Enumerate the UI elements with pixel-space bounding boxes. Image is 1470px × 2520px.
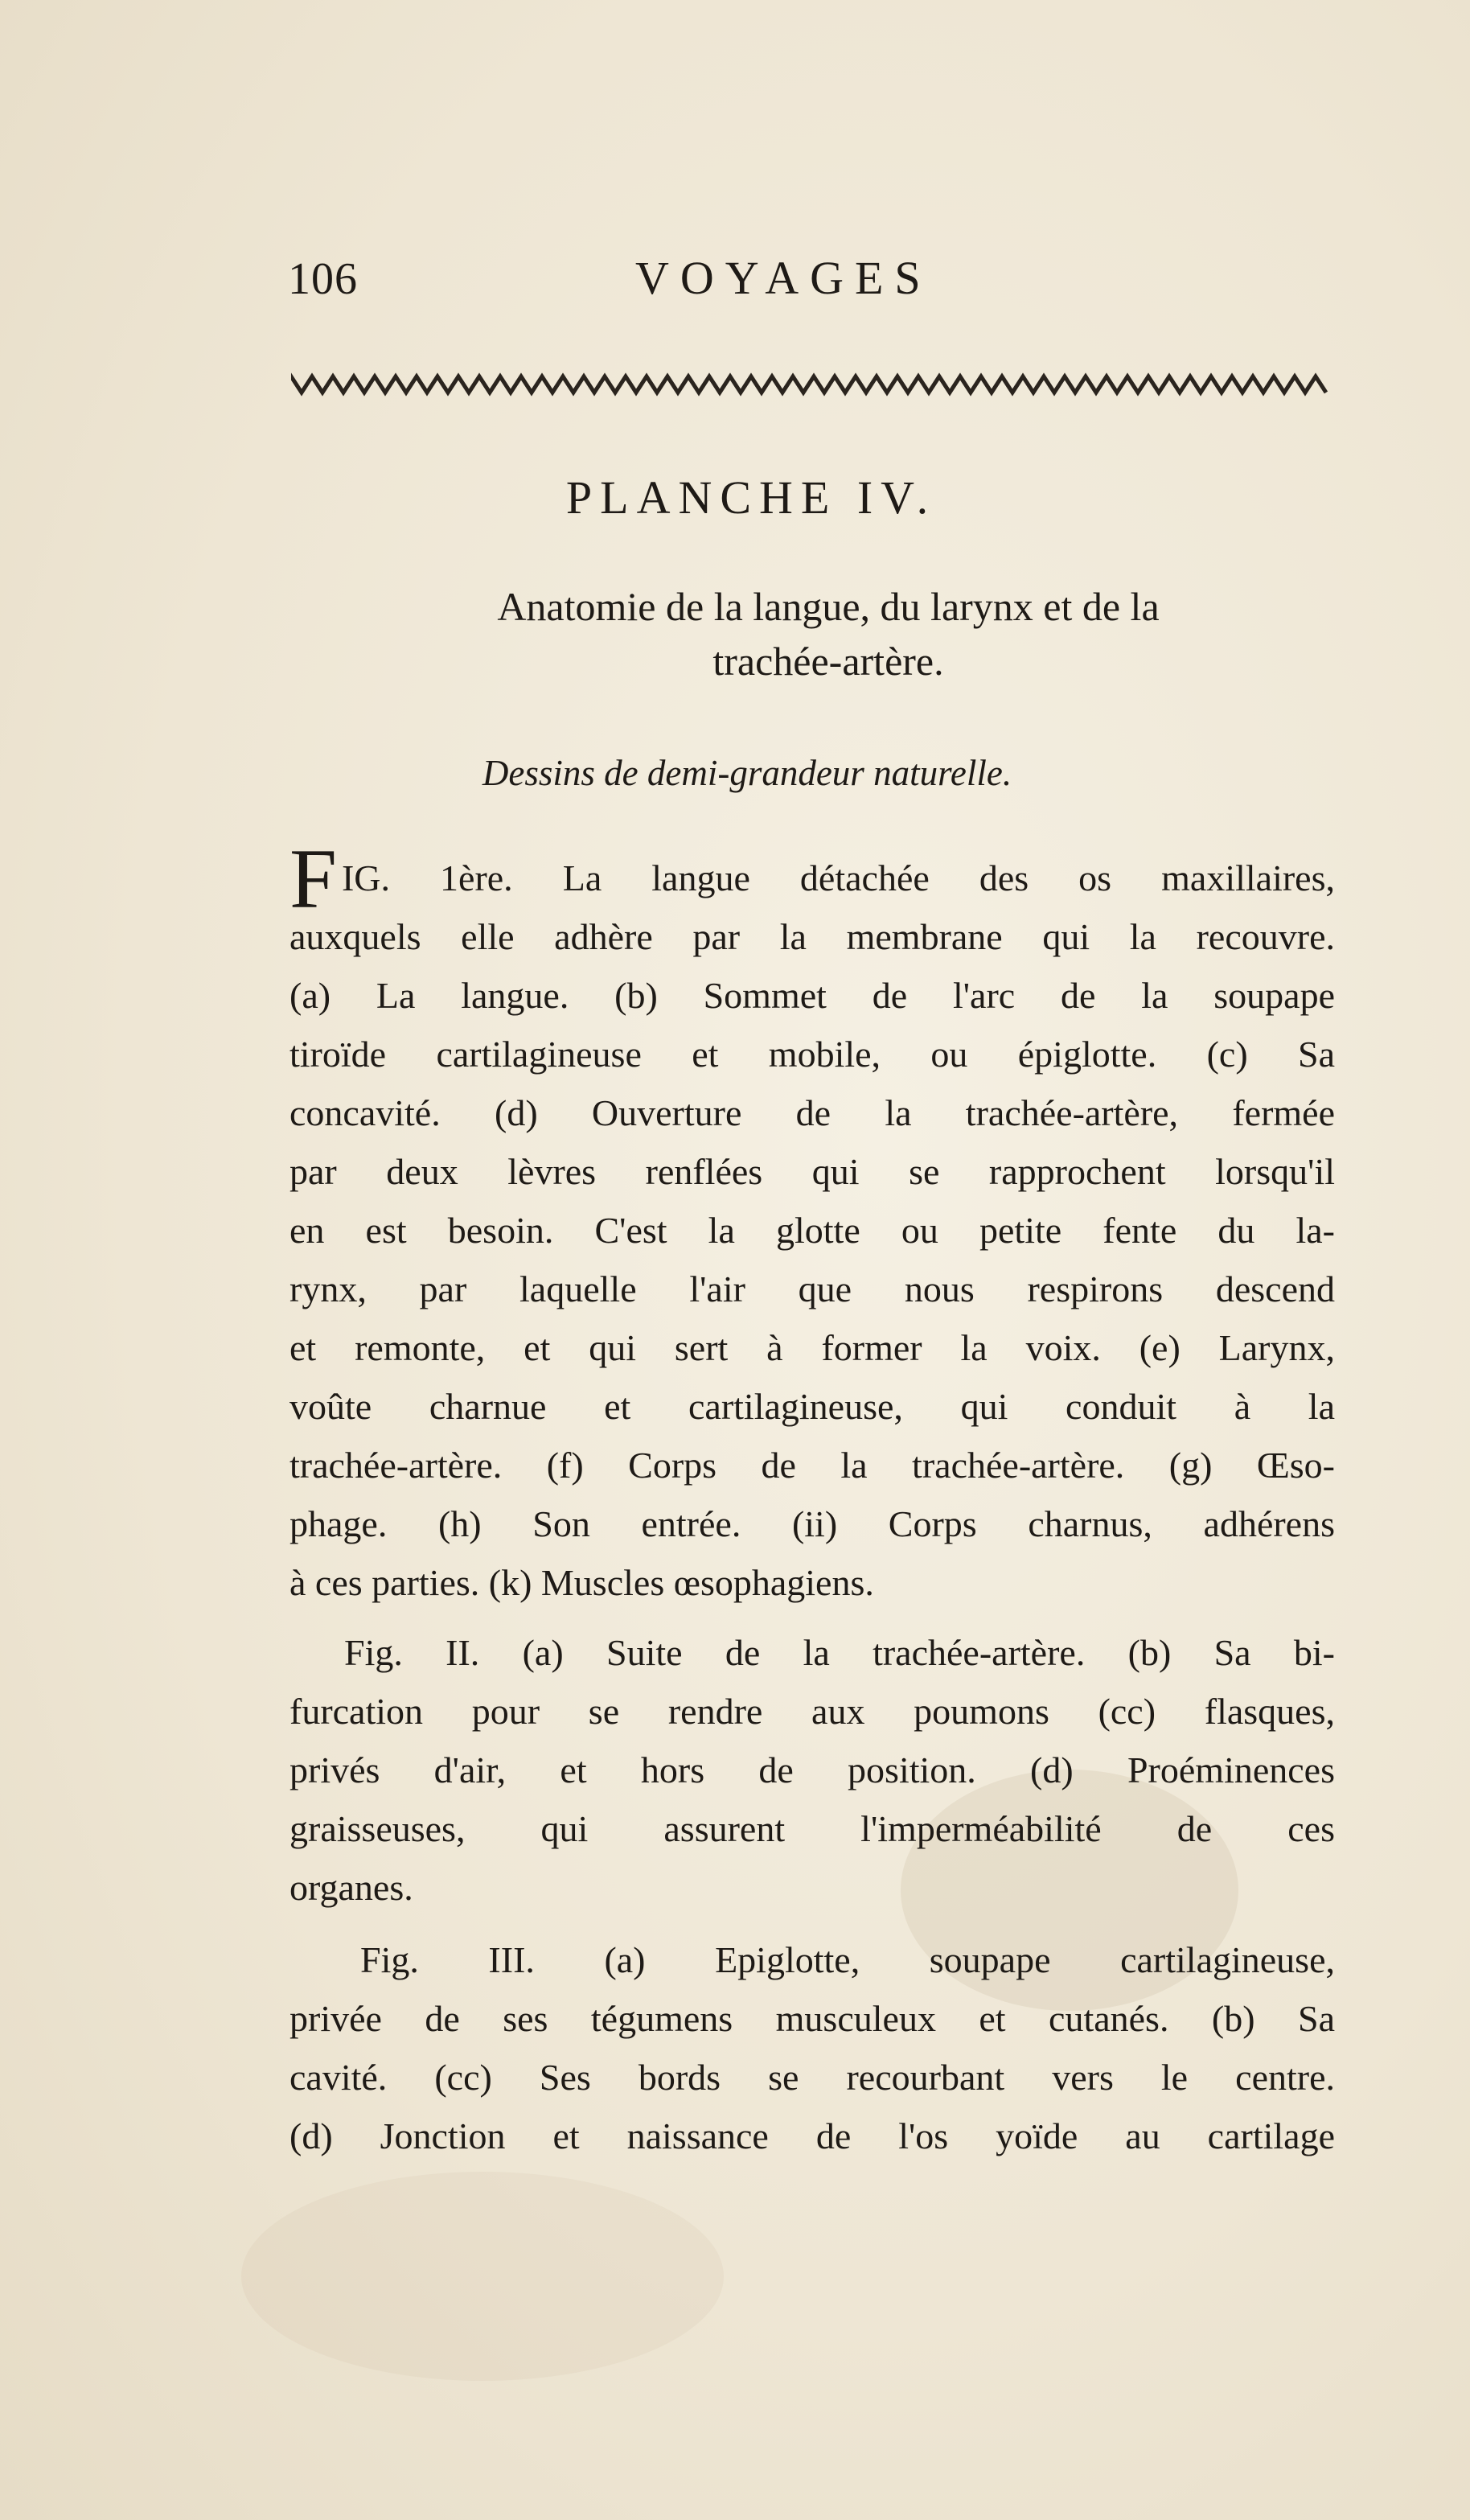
text-line: privés d'air, et hors de position. (d) Proéminences xyxy=(289,1749,1335,1790)
subject-line: trachée-artère. xyxy=(712,639,944,684)
text-line: phage. (h) Son entrée. (ii) Corps charnus, adhérens xyxy=(289,1503,1335,1544)
text-line: par deux lèvres renflées qui se rapprochent lorsqu'il xyxy=(289,1151,1335,1192)
fig-3-paragraph xyxy=(289,1930,1335,2165)
fig-1-paragraph xyxy=(289,832,1335,1612)
text-line: Fig. II. (a) Suite de la trachée-artère. (b) Sa bi- xyxy=(344,1632,1335,1673)
text-line: IG. 1ère. La langue détachée des os maxillaires, xyxy=(341,857,1335,898)
text-line: graisseuses, qui assurent l'imperméabilité de ces xyxy=(289,1808,1335,1849)
running-head: VOYAGES xyxy=(635,252,932,304)
text-line: rynx, par laquelle l'air que nous respirons descend xyxy=(289,1268,1335,1309)
fig-2-paragraph xyxy=(289,1623,1335,1917)
text-line: voûte charnue et cartilagineuse, qui conduit à la xyxy=(289,1386,1335,1427)
paper-stain xyxy=(241,2172,724,2381)
text-line: et remonte, et qui sert à former la voix. (e) Larynx, xyxy=(289,1327,1335,1368)
text-line: concavité. (d) Ouverture de la trachée-artère, fermée xyxy=(289,1092,1335,1133)
subject-line: Anatomie de la langue, du larynx et de la xyxy=(497,584,1160,629)
text-line: cavité. (cc) Ses bords se recourbant vers le centre. xyxy=(289,2057,1335,2098)
text-line: furcation pour se rendre aux poumons (cc) flasques, xyxy=(289,1691,1335,1732)
text-line: (d) Jonction et naissance de l'os yoïde au cartilage xyxy=(289,2115,1335,2156)
scale-note: Dessins de demi-grandeur naturelle. xyxy=(482,753,1012,793)
plate-title: PLANCHE IV. xyxy=(565,471,937,524)
text-line: en est besoin. C'est la glotte ou petite fente du la- xyxy=(289,1210,1335,1251)
text-line: trachée-artère. (f) Corps de la trachée-artère. (g) Œso- xyxy=(289,1445,1335,1486)
page-number: 106 xyxy=(288,254,358,304)
text-line: à ces parties. (k) Muscles œsophagiens. xyxy=(289,1562,874,1603)
text-line: tiroïde cartilagineuse et mobile, ou épiglotte. (c) Sa xyxy=(289,1034,1335,1075)
text-line: Fig. III. (a) Epiglotte, soupape cartilagineuse, xyxy=(360,1939,1335,1980)
plate-subject xyxy=(306,579,1327,689)
ornamental-rule xyxy=(291,368,1328,401)
text-line: privée de ses tégumens musculeux et cutanés. (b) Sa xyxy=(289,1998,1335,2039)
drop-cap: F xyxy=(289,832,337,926)
text-line: (a) La langue. (b) Sommet de l'arc de la soupape xyxy=(289,975,1335,1016)
text-line: auxquels elle adhère par la membrane qui la recouvre. xyxy=(289,916,1335,957)
text-line: organes. xyxy=(289,1867,413,1908)
